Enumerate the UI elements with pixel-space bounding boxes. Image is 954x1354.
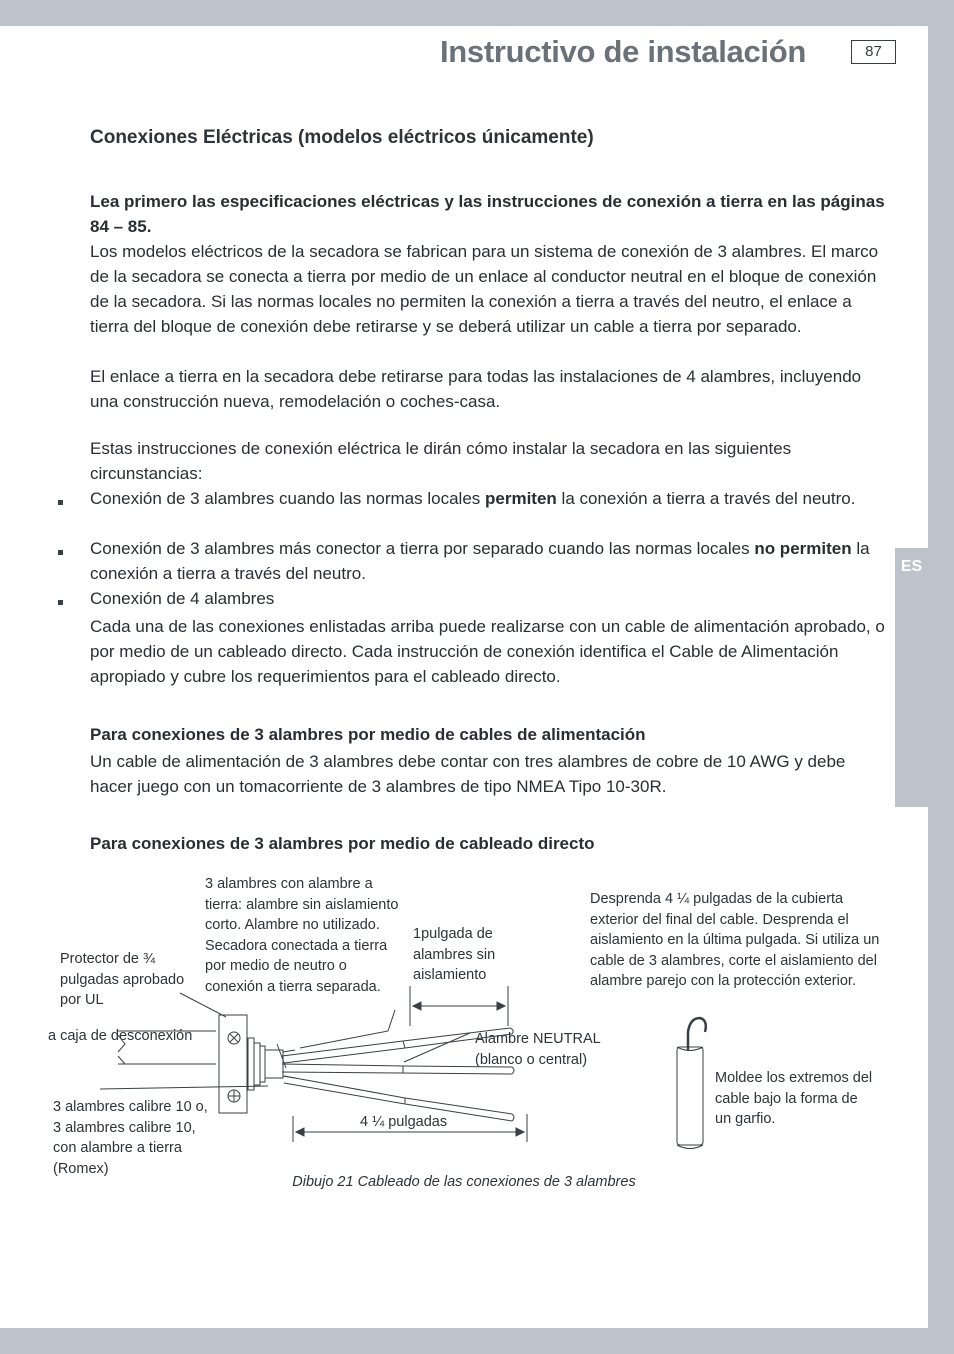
wire-bottom xyxy=(284,1076,512,1114)
bullet-item: Conexión de 3 alambres cuando las normas locales permiten la conexión a tierra a través del neutro. xyxy=(90,489,856,508)
leader-ground xyxy=(300,1010,395,1048)
hooked-wire-body xyxy=(677,1047,703,1145)
label-cable-gauge: 3 alambres calibre 10 o, 3 alambres calibre 10, con alambre a tierra (Romex) xyxy=(53,1099,208,1177)
label-strip-instructions: Desprenda 4 ¼ pulgadas de la cubierta exterior del final del cable. Desprenda el aislamiento en la última pulgada. Si utiliza un cable de 3 alambres, corte el aislamiento del alambre parejo con la protección exterior. xyxy=(590,891,880,989)
paragraph-1: Los modelos eléctricos de la secadora se fabrican para un sistema de conexión de 3 alambres. El marco de la secadora se conecta a tierra por medio de un enlace al conductor neutral en el bloque de conexión de la secadora. Si las normas locales no permiten la conexión a tierra a través del neutro, el enlace a tierra del bloque de conexión debe retirarse y se deberá utilizar un cable a tierra por separado. xyxy=(90,242,879,336)
paragraph-4: Cada una de las conexiones enlistadas arriba puede realizarse con un cable de alimentación aprobado, o por medio de un cableado directo. Cada instrucción de conexión identifica el Cable de Alimentación apropiado y cubre los requerimientos para el cableado directo. xyxy=(90,617,885,686)
leader-protector xyxy=(180,993,226,1017)
label-protector: Protector de ¾ pulgadas aprobado por UL xyxy=(60,951,185,1008)
label-length: 4 ¼ pulgadas xyxy=(360,1114,448,1130)
label-hook: Moldee los extremos del cable bajo la forma de un garfio. xyxy=(715,1070,873,1127)
page-number: 87 xyxy=(851,40,896,64)
wire-neutral xyxy=(282,1064,512,1067)
wiring-diagram xyxy=(0,26,928,1328)
page-title: Instructivo de instalación xyxy=(439,34,806,69)
figure-caption: Dibujo 21 Cableado de las conexiones de 3 alambres xyxy=(292,1174,636,1190)
label-neutral-wire: Alambre NEUTRAL (blanco o central) xyxy=(475,1031,601,1068)
paragraph-3: Estas instrucciones de conexión eléctrica le dirán cómo instalar la secadora en las siguientes circunstancias: xyxy=(90,439,792,483)
bullet-item: Conexión de 4 alambres xyxy=(90,589,275,608)
leader-cable xyxy=(100,1086,268,1089)
label-disconnect-box: a caja de desconexión xyxy=(48,1028,193,1044)
power-cord-text: Un cable de alimentación de 3 alambres debe contar con tres alambres de cobre de 10 AWG y debe hacer juego con un tomacorriente de 3 alambres de tipo NMEA Tipo 10-30R. xyxy=(90,752,846,796)
bullet-item: Conexión de 3 alambres más conector a tierra por separado cuando las normas locales no permiten la conexión a tierra a través del neutro. xyxy=(90,539,870,583)
intro-bold: Lea primero las especificaciones eléctricas y las instrucciones de conexión a tierra en las páginas 84 – 85. xyxy=(90,192,885,236)
section-title: Conexiones Eléctricas (modelos eléctricos únicamente) xyxy=(90,127,594,148)
power-cord-heading: Para conexiones de 3 alambres por medio de cables de alimentación xyxy=(90,725,646,744)
language-tab-label: ES xyxy=(900,558,923,575)
direct-wiring-heading: Para conexiones de 3 alambres por medio de cableado directo xyxy=(90,834,595,853)
wire-top xyxy=(282,1028,510,1056)
label-ground-wire: 3 alambres con alambre a tierra: alambre sin aislamiento corto. Alambre no utilizado. Secadora conectada a tierra por medio de neutro o conexión a tierra separada. xyxy=(205,876,399,995)
paragraph-2: El enlace a tierra en la secadora debe retirarse para todas las instalaciones de 4 alambres, incluyendo una construcción nueva, remodelación o coches-casa. xyxy=(90,367,862,411)
page xyxy=(0,26,928,1328)
label-one-inch: 1pulgada de alambres sin aislamiento xyxy=(413,926,496,983)
clamp-plate xyxy=(219,1015,247,1113)
wire-hook xyxy=(688,1018,706,1050)
